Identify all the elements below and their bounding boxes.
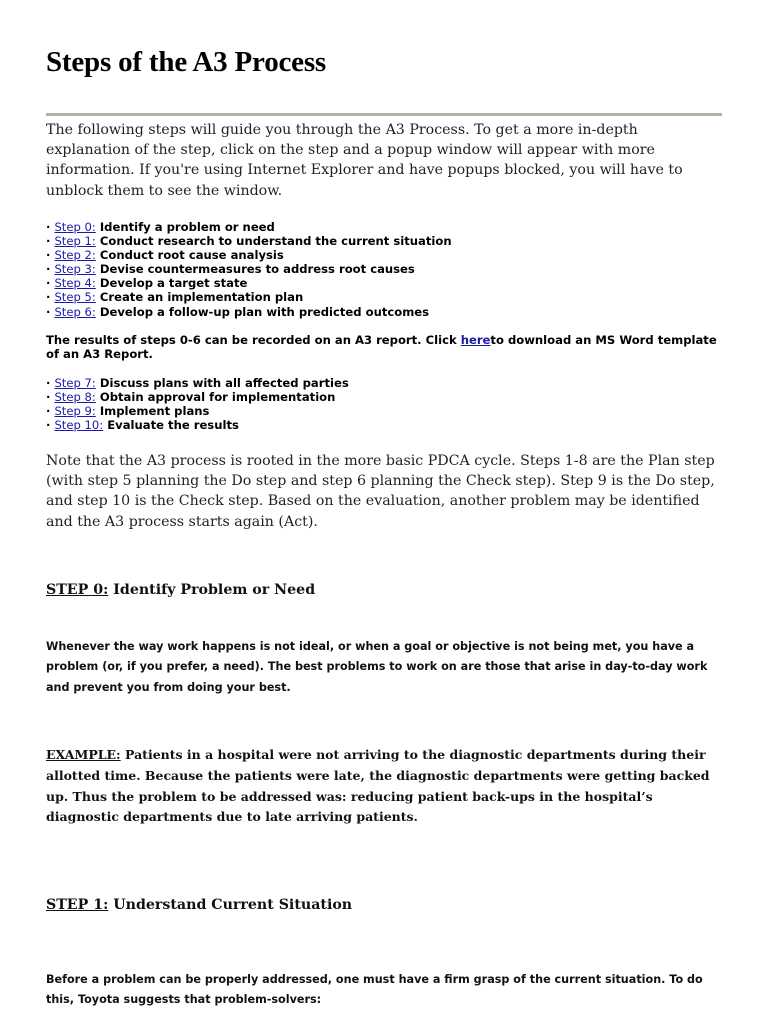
bullet: · [46, 262, 55, 277]
step-description: Develop a target state [95, 276, 248, 291]
step-5-link[interactable]: Step 5: [54, 290, 96, 305]
results-text-before: The results of steps 0-6 can be recorded on an A3 report. Click [46, 333, 461, 347]
step-description: Conduct root cause analysis [95, 248, 284, 263]
step-description: Create an implementation plan [95, 290, 304, 305]
step-0-title: Identify Problem or Need [108, 582, 316, 598]
step-0-heading [46, 582, 315, 598]
example-text: Patients in a hospital were not arriving to the diagnostic departments during their allotted time. Because the patients were late, the diagnostic departments were getting backed up. Thus the problem to be addressed was: reducing patient back-ups in the hospital’s diagnostic departments due to late arriving patients. [46, 747, 710, 825]
a3-report-note [46, 333, 722, 361]
step-4-link[interactable]: Step 4: [54, 276, 96, 291]
step-8-link[interactable]: Step 8: [54, 390, 96, 405]
list-item [46, 376, 349, 390]
step-1-title: Understand Current Situation [108, 897, 353, 913]
list-item [46, 248, 452, 262]
step-description: Develop a follow-up plan with predicted outcomes [95, 304, 430, 319]
list-item [46, 418, 349, 432]
list-item [46, 276, 452, 290]
list-item [46, 390, 349, 404]
bullet: · [46, 248, 55, 263]
step-description: Discuss plans with all affected parties [95, 376, 349, 390]
step-description: Conduct research to understand the current situation [95, 234, 452, 249]
step-2-link[interactable]: Step 2: [54, 248, 96, 263]
bullet: · [46, 404, 55, 419]
list-item [46, 305, 452, 319]
step-1-heading [46, 897, 352, 913]
step-7-link[interactable]: Step 7: [54, 376, 96, 390]
bullet: · [46, 390, 55, 405]
list-item [46, 262, 452, 276]
pdca-note-paragraph: Note that the A3 process is rooted in the more basic PDCA cycle. Steps 1-8 are the Plan step (with step 5 planning the Do step and step 6 planning the Check step). Step 9 is the Do step, and step 10 is the Check step. Based on the evaluation, another problem may be identified and the A3 process starts again (Act). [46, 453, 715, 530]
step-description: Evaluate the results [103, 418, 239, 433]
bullet: · [46, 276, 55, 291]
template-download-link[interactable]: here [460, 333, 491, 347]
list-item [46, 234, 452, 248]
step-10-link[interactable]: Step 10: [54, 418, 104, 433]
step-description: Identify a problem or need [95, 220, 275, 234]
bullet: · [46, 418, 55, 433]
step-1-body: Before a problem can be properly addressed, one must have a firm grasp of the current situation. To do this, Toyota suggests that problem-solvers: [46, 973, 703, 1007]
step-1-label: STEP 1: [46, 897, 109, 913]
page-title: Steps of the A3 Process [46, 46, 327, 78]
title-divider [46, 113, 722, 116]
bullet: · [46, 376, 55, 390]
bullet: · [46, 234, 55, 249]
list-item [46, 404, 349, 418]
step-description: Devise countermeasures to address root causes [95, 262, 415, 277]
list-item [46, 220, 452, 234]
example-label: EXAMPLE: [46, 747, 121, 762]
step-0-label: STEP 0: [46, 582, 109, 598]
step-9-link[interactable]: Step 9: [54, 404, 96, 419]
steps-list-part1 [46, 220, 452, 319]
step-description: Obtain approval for implementation [95, 390, 336, 405]
step-0-body: Whenever the way work happens is not ideal, or when a goal or objective is not being met, you have a problem (or, if you prefer, a need). The best problems to work on are those that arise in day-to-day work and prevent you from doing your best. [46, 640, 708, 694]
bullet: · [46, 290, 55, 305]
step-1-link[interactable]: Step 1: [54, 234, 96, 249]
steps-list-part2 [46, 376, 349, 432]
example-paragraph [46, 745, 722, 828]
step-description: Implement plans [95, 404, 210, 419]
bullet: · [46, 220, 55, 234]
step-3-link[interactable]: Step 3: [54, 262, 96, 277]
step-6-link[interactable]: Step 6: [54, 304, 96, 319]
results-text-after: to download an MS Word template of an A3 Report. [46, 333, 717, 362]
bullet: · [46, 304, 55, 319]
step-0-link[interactable]: Step 0: [54, 220, 96, 234]
intro-paragraph: The following steps will guide you through the A3 Process. To get a more in-depth explanation of the step, click on the step and a popup window will appear with more information. If you're using Internet Explorer and have popups blocked, you will have to unblock them to see the window. [46, 122, 683, 199]
list-item [46, 290, 452, 304]
